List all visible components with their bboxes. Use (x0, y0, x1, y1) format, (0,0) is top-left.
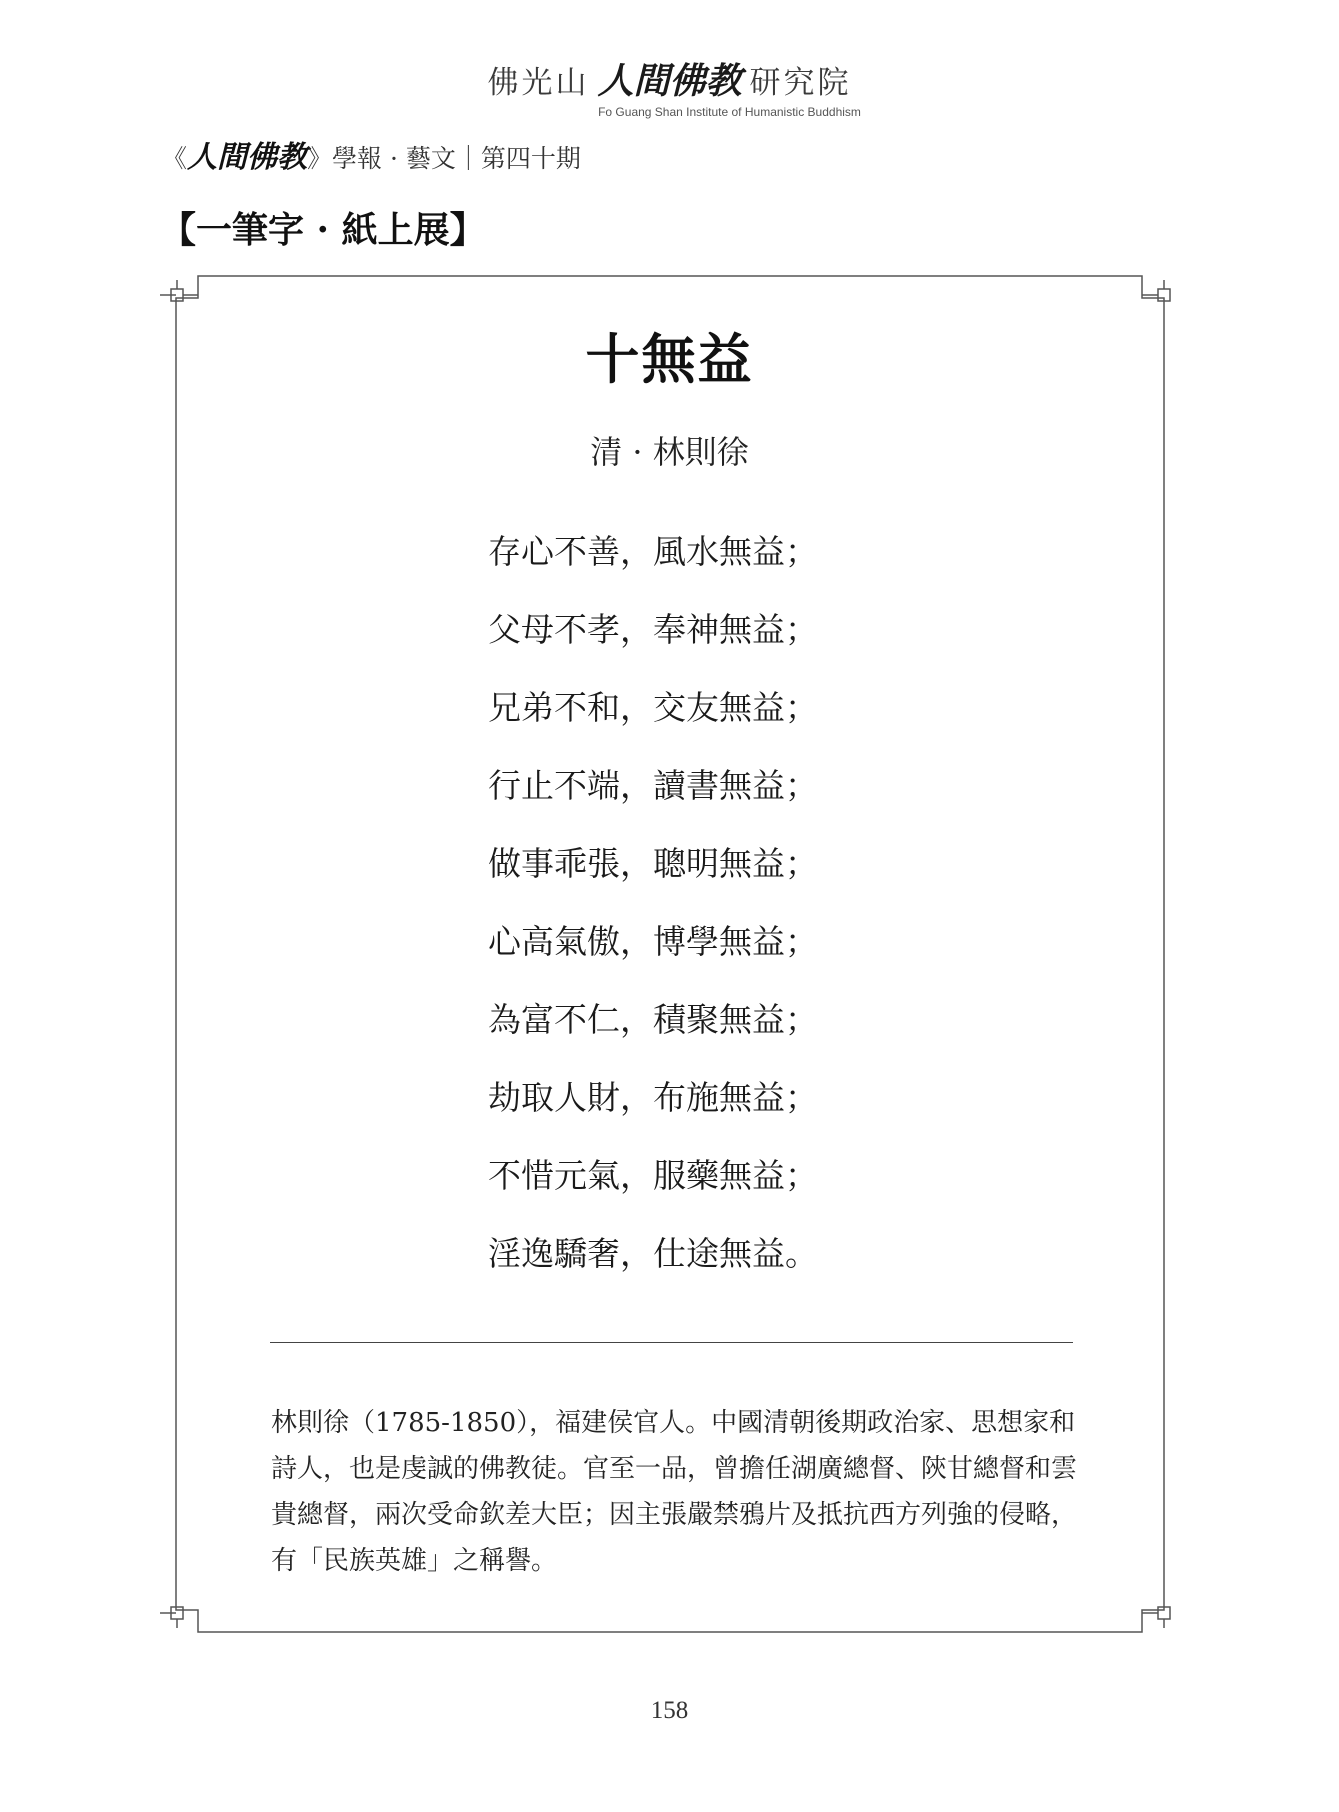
poem-body (488, 530, 908, 1310)
poem-line: 為富不仁，積聚無益； (488, 1000, 818, 1039)
poem-line: 不惜元氣，服藥無益； (488, 1156, 818, 1195)
biography-text: 林則徐（1785-1850），福建侯官人。中國清朝後期政治家、思想家和詩人，也是虔誠的佛教徒。官至一品，曾擔任湖廣總督、陝甘總督和雲貴總督，兩次受命欽差大臣；因主張嚴禁鴉片及抵抗西方列強的侵略，有「民族英雄」之稱譽。 (271, 1408, 1078, 1576)
poem-line: 存心不善，風水無益； (488, 532, 818, 571)
institute-brush-logo: 人間佛教 (597, 61, 742, 102)
page-number: 158 (650, 1697, 689, 1724)
journal-issue-info: 》學報 · 藝文｜第四十期 (307, 144, 581, 173)
poem-author: 清 · 林則徐 (590, 433, 749, 471)
section-divider (270, 1342, 1073, 1343)
poem-line: 淫逸驕奢，仕途無益。 (488, 1234, 818, 1273)
poem-line: 做事乖張，聰明無益； (488, 844, 818, 883)
author-biography (271, 1400, 1081, 1584)
journal-brush-name: 人間佛教 (187, 140, 308, 175)
poem-line: 劫取人財，布施無益； (488, 1078, 818, 1117)
poem-line: 父母不孝，奉神無益； (488, 610, 818, 649)
poem-line: 行止不端，讀書無益； (488, 766, 818, 805)
institute-prefix: 佛光山 (487, 65, 590, 101)
institute-logo (0, 62, 1339, 103)
poem-title: 十無益 (585, 327, 754, 391)
institute-english-name: Fo Guang Shan Institute of Humanistic Buddhism (598, 105, 861, 119)
page-header (0, 62, 1339, 119)
journal-open-bracket: 《 (162, 144, 188, 173)
poem-line: 心高氣傲，博學無益； (488, 922, 818, 961)
section-title: 【一筆字 · 紙上展】 (160, 209, 486, 251)
institute-suffix: 研究院 (749, 65, 852, 101)
journal-running-head (162, 138, 581, 179)
poem-line: 兄弟不和，交友無益； (488, 688, 818, 727)
